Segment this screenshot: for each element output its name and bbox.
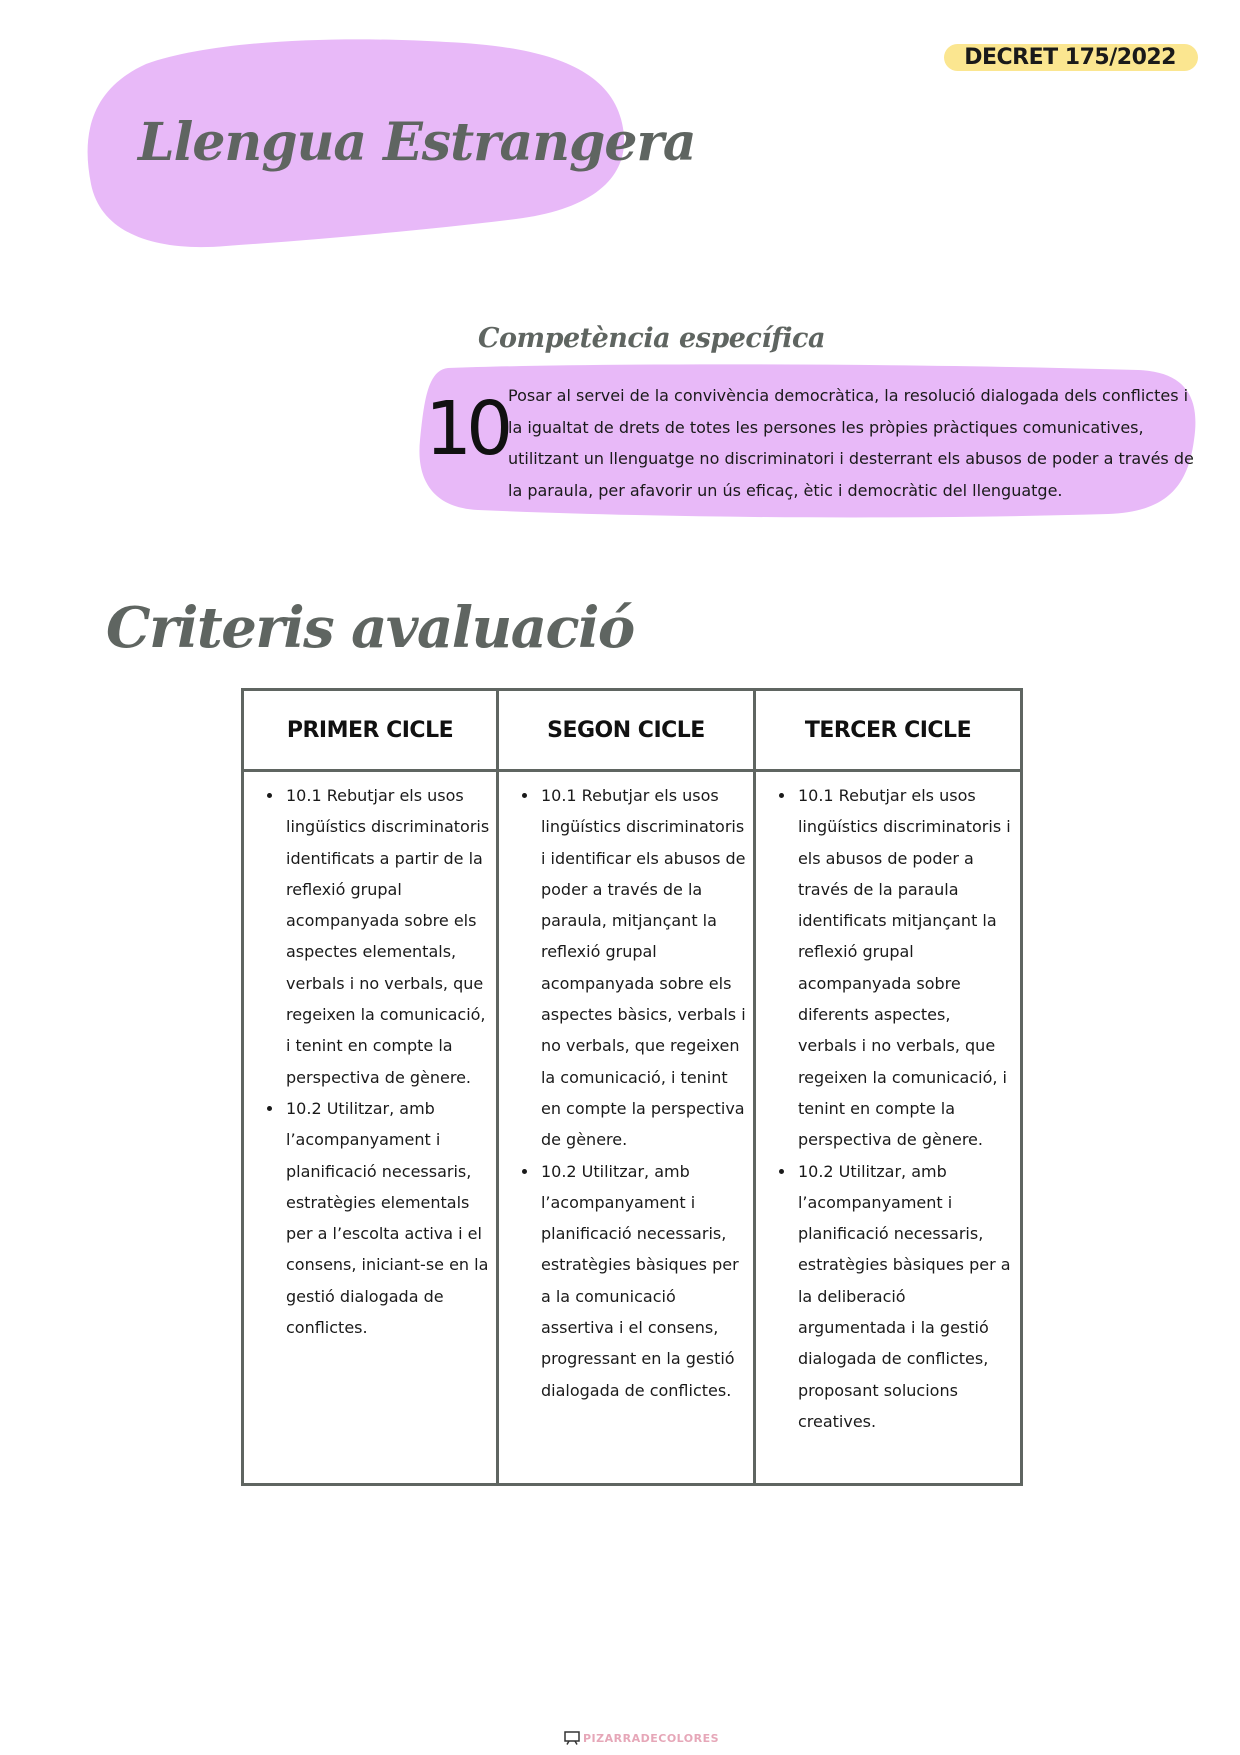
cell-tercer-cicle xyxy=(754,771,1021,1485)
criterion-item: • 10.2 Utilitzar, amb l’acompanyament i planificació necessaris, estratègies bàsiques per a la deliberació argumentada i la gestió dialogada de conflictes, proposant solucions creatives. xyxy=(796,1156,1014,1438)
footer-logo xyxy=(564,1730,719,1746)
criterion-item: • 10.1 Rebutjar els usos lingüístics discriminatoris i identificar els abusos de poder a través de la paraula, mitjançant la reflexió grupal acompanyada sobre els aspectes bàsics, verbals i no verbals, que regeixen la comunicació, i tenint en compte la perspectiva de gènere. xyxy=(539,780,747,1156)
col-header-tercer-cicle: TERCER CICLE xyxy=(754,690,1021,771)
criterion-item: • 10.1 Rebutjar els usos lingüístics discriminatoris identificats a partir de la reflexió grupal acompanyada sobre els aspectes elementals, verbals i no verbals, que regeixen la comunicació, i tenint en compte la perspectiva de gènere. xyxy=(284,780,490,1093)
cell-primer-cicle xyxy=(243,771,498,1485)
board-icon xyxy=(564,1731,580,1745)
criteris-heading: Criteris avaluació xyxy=(106,595,634,661)
competencia-text: Posar al servei de la convivència democràtica, la resolució dialogada dels conflictes i la igualtat de drets de totes les persones les pròpies pràctiques comunicatives, utilitzant un llenguatge no discriminatori i desterrant els abusos de poder a través de la paraula, per afavorir un ús eficaç, ètic i democràtic del llenguatge. xyxy=(508,386,1194,500)
page-title: Llengua Estrangera xyxy=(138,112,696,173)
criteria-list xyxy=(756,772,1020,1437)
criterion-item: • 10.2 Utilitzar, amb l’acompanyament i planificació necessaris, estratègies elementals per a l’escolta activa i el consens, iniciant-se en la gestió dialogada de conflictes. xyxy=(284,1093,490,1343)
decret-badge: DECRET 175/2022 xyxy=(944,44,1198,71)
col-header-segon-cicle: SEGON CICLE xyxy=(497,690,754,771)
criteria-list xyxy=(244,772,496,1343)
criteria-table xyxy=(241,688,1023,1486)
cell-segon-cicle xyxy=(497,771,754,1485)
col-header-primer-cicle: PRIMER CICLE xyxy=(243,690,498,771)
competencia-heading: Competència específica xyxy=(478,323,825,354)
criterion-item: • 10.1 Rebutjar els usos lingüístics discriminatoris i els abusos de poder a través de la paraula identificats mitjançant la reflexió grupal acompanyada sobre diferents aspectes, verbals i no verbals, que regeixen la comunicació, i tenint en compte la perspectiva de gènere. xyxy=(796,780,1014,1156)
competencia-number: 10 xyxy=(425,386,508,472)
criteria-list xyxy=(499,772,753,1406)
footer-logo-text: PIZARRADECOLORES xyxy=(583,1731,720,1745)
criterion-item: • 10.2 Utilitzar, amb l’acompanyament i planificació necessaris, estratègies bàsiques per a la comunicació assertiva i el consens, progressant en la gestió dialogada de conflictes. xyxy=(539,1156,747,1406)
